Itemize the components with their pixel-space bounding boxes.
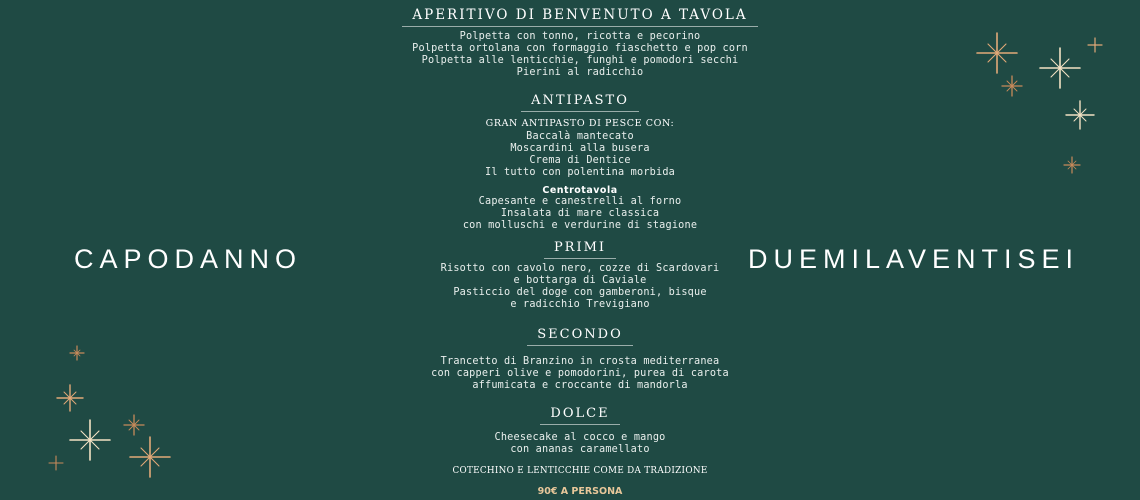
menu-item: Polpetta ortolana con formaggio fiaschetto e pop corn xyxy=(412,43,748,54)
star-icon xyxy=(1040,48,1080,88)
sparkles-bottom-left xyxy=(40,330,190,490)
centrotavola-title: Centrotavola xyxy=(542,185,618,196)
menu-item: con ananas caramellato xyxy=(510,444,650,455)
menu-item: Polpetta con tonno, ricotta e pecorino xyxy=(459,31,701,42)
star-icon xyxy=(124,415,144,435)
price-label: 90€ A PERSONA xyxy=(537,486,623,497)
menu-item: Pierini al radicchio xyxy=(516,67,644,78)
menu-item: Trancetto di Branzino in crosta mediterranea xyxy=(440,356,720,367)
menu-item: Moscardini alla busera xyxy=(510,143,650,154)
menu-item: affumicata e croccante di mandorla xyxy=(472,380,688,391)
menu-item: Insalata di mare classica xyxy=(500,208,660,219)
title-year: DUEMILAVENTISEI xyxy=(748,244,1080,274)
section-heading-aperitivo: APERITIVO DI BENVENUTO A TAVOLA xyxy=(402,7,757,27)
menu-item: Capesante e canestrelli al forno xyxy=(478,196,682,207)
menu-item: Polpetta alle lenticchie, funghi e pomodori secchi xyxy=(421,55,739,66)
section-heading-primi: PRIMI xyxy=(544,240,616,259)
sparkles-top-right xyxy=(960,20,1140,180)
star-icon xyxy=(70,346,84,360)
star-icon xyxy=(1088,38,1102,52)
section-heading-secondo: SECONDO xyxy=(527,327,632,346)
section-heading-antipasto: ANTIPASTO xyxy=(521,93,639,112)
menu-item: con molluschi e verdurine di stagione xyxy=(462,220,698,231)
star-icon xyxy=(70,420,110,460)
star-icon xyxy=(1002,76,1022,96)
star-icon xyxy=(57,385,83,411)
menu-column xyxy=(400,4,760,497)
title-capodanno: CAPODANNO xyxy=(74,244,303,274)
menu-item: e radicchio Trevigiano xyxy=(510,299,650,310)
star-icon xyxy=(130,437,170,477)
menu-item: Cheesecake al cocco e mango xyxy=(494,432,666,443)
menu-item: e bottarga di Caviale xyxy=(513,275,647,286)
menu-item: Crema di Dentice xyxy=(529,155,631,166)
menu-item: Pasticcio del doge con gamberoni, bisque xyxy=(453,287,707,298)
menu-item: Risotto con cavolo nero, cozze di Scardovari xyxy=(440,263,720,274)
tradition-note: COTECHINO E LENTICCHIE COME DA TRADIZIONE xyxy=(452,466,708,476)
menu-item: Baccalà mantecato xyxy=(526,131,634,142)
menu-item: con capperi olive e pomodorini, purea di carota xyxy=(431,368,729,379)
menu-item: Il tutto con polentina morbida xyxy=(484,167,675,178)
antipasto-subtitle: GRAN ANTIPASTO DI PESCE CON: xyxy=(485,118,675,129)
star-icon xyxy=(1064,157,1080,173)
star-icon xyxy=(1066,101,1094,129)
section-heading-dolce: DOLCE xyxy=(540,406,619,425)
star-icon xyxy=(49,456,63,470)
star-icon xyxy=(977,33,1017,73)
